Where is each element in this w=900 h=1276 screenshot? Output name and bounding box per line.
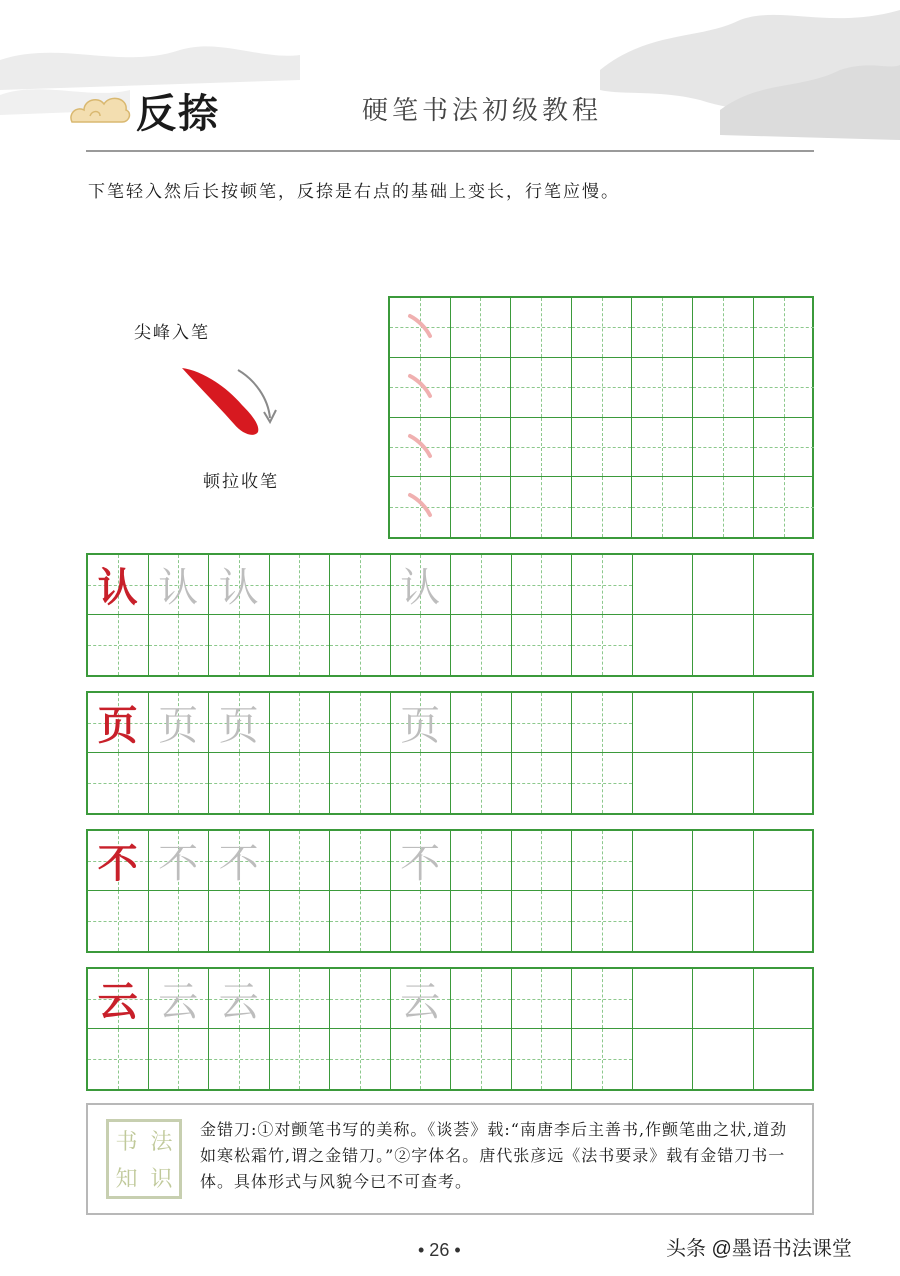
grid-cell[interactable] [209, 555, 270, 615]
grid-cell[interactable] [390, 298, 451, 358]
grid-cell[interactable] [754, 969, 815, 1029]
page-number: • 26 • [418, 1240, 461, 1260]
seal-char: 书 [115, 1130, 138, 1155]
grid-cell[interactable] [754, 753, 815, 813]
grid-cell[interactable] [149, 693, 210, 753]
grid-cell[interactable] [512, 969, 573, 1029]
grid-cell[interactable] [270, 969, 331, 1029]
grid-cell[interactable] [572, 831, 633, 891]
grid-cell[interactable] [572, 358, 633, 418]
seal-char: 法 [150, 1130, 173, 1155]
stroke-trace-icon [406, 372, 436, 402]
page-title: 反捺 [136, 90, 220, 137]
grid-cell[interactable] [270, 1029, 331, 1089]
grid-cell[interactable] [149, 753, 210, 813]
grid-cell[interactable] [451, 358, 512, 418]
grid-cell[interactable] [693, 1029, 754, 1089]
stroke-trace-icon [406, 491, 436, 521]
grid-cell[interactable] [572, 1029, 633, 1089]
grid-cell[interactable] [149, 615, 210, 675]
knowledge-seal [106, 1119, 182, 1199]
seal-char: 识 [150, 1167, 173, 1192]
grid-cell[interactable] [633, 969, 694, 1029]
grid-cell[interactable] [451, 418, 512, 478]
grid-cell[interactable] [632, 477, 693, 537]
character-grid [86, 829, 814, 953]
grid-cell[interactable] [88, 615, 149, 675]
calligraphy-knowledge-box [86, 1103, 814, 1215]
grid-cell[interactable] [88, 891, 149, 951]
grid-cell[interactable] [391, 1029, 452, 1089]
grid-cell[interactable] [209, 753, 270, 813]
stroke-trace-icon [406, 312, 436, 342]
grid-cell[interactable] [88, 555, 149, 615]
grid-cell[interactable] [88, 831, 149, 891]
grid-cell[interactable] [754, 418, 815, 478]
grid-cell[interactable] [512, 753, 573, 813]
model-character: 认 [97, 564, 138, 611]
model-character: 云 [97, 978, 138, 1025]
grid-cell[interactable] [330, 693, 391, 753]
knowledge-text: 金错刀:①对颤笔书写的美称。《谈荟》载:“南唐李后主善书,作颤笔曲之状,道劲如寒松霜竹,谓之金错刀。”②字体名。唐代张彦远《法书要录》载有金错刀书一体。具体形式与风貌今已不可查考。 [200, 1120, 788, 1191]
grid-cell[interactable] [270, 693, 331, 753]
character-grid [86, 691, 814, 815]
grid-cell[interactable] [693, 891, 754, 951]
grid-cell[interactable] [693, 693, 754, 753]
grid-cell[interactable] [330, 1029, 391, 1089]
grid-cell[interactable] [511, 298, 572, 358]
grid-cell[interactable] [633, 891, 694, 951]
stroke-exit-label: 顿拉收笔 [203, 472, 279, 492]
trace-character: 不 [158, 841, 199, 887]
grid-cell[interactable] [391, 615, 452, 675]
grid-cell[interactable] [512, 831, 573, 891]
grid-cell[interactable] [754, 1029, 815, 1089]
grid-cell[interactable] [209, 831, 270, 891]
stroke-trace-icon [406, 432, 436, 462]
grid-cell[interactable] [391, 891, 452, 951]
grid-cell[interactable] [633, 555, 694, 615]
grid-cell[interactable] [391, 693, 452, 753]
grid-cell[interactable] [693, 831, 754, 891]
grid-cell[interactable] [693, 477, 754, 537]
grid-cell[interactable] [632, 358, 693, 418]
grid-cell[interactable] [88, 1029, 149, 1089]
grid-cell[interactable] [512, 1029, 573, 1089]
grid-cell[interactable] [451, 831, 512, 891]
grid-cell[interactable] [330, 753, 391, 813]
grid-cell[interactable] [149, 969, 210, 1029]
grid-cell[interactable] [149, 1029, 210, 1089]
grid-cell[interactable] [754, 891, 815, 951]
grid-cell[interactable] [511, 418, 572, 478]
grid-cell[interactable] [149, 555, 210, 615]
grid-cell[interactable] [270, 555, 331, 615]
grid-cell[interactable] [633, 1029, 694, 1089]
grid-cell[interactable] [572, 969, 633, 1029]
grid-cell[interactable] [693, 753, 754, 813]
grid-cell[interactable] [754, 298, 815, 358]
grid-cell[interactable] [693, 615, 754, 675]
intro-text: 下笔轻入然后长按顿笔，反捺是右点的基础上变长，行笔应慢。 [88, 182, 620, 202]
grid-cell[interactable] [209, 693, 270, 753]
character-grid [86, 967, 814, 1091]
grid-cell[interactable] [390, 358, 451, 418]
grid-cell[interactable] [451, 969, 512, 1029]
auspicious-cloud-icon [68, 92, 132, 126]
grid-cell[interactable] [693, 358, 754, 418]
grid-cell[interactable] [330, 969, 391, 1029]
grid-cell[interactable] [270, 891, 331, 951]
grid-cell[interactable] [633, 753, 694, 813]
trace-character: 不 [218, 841, 259, 887]
grid-cell[interactable] [451, 555, 512, 615]
grid-cell[interactable] [270, 753, 331, 813]
grid-cell[interactable] [451, 615, 512, 675]
grid-cell[interactable] [451, 298, 512, 358]
grid-cell[interactable] [391, 555, 452, 615]
model-character: 不 [97, 840, 138, 887]
grid-cell[interactable] [754, 358, 815, 418]
grid-cell[interactable] [390, 477, 451, 537]
grid-cell[interactable] [512, 693, 573, 753]
grid-cell[interactable] [209, 969, 270, 1029]
grid-cell[interactable] [270, 615, 331, 675]
grid-cell[interactable] [632, 418, 693, 478]
grid-cell[interactable] [391, 969, 452, 1029]
grid-cell[interactable] [572, 693, 633, 753]
stroke-practice-grid [388, 296, 814, 539]
model-character: 页 [97, 702, 138, 749]
grid-cell[interactable] [88, 969, 149, 1029]
grid-cell[interactable] [391, 831, 452, 891]
grid-cell[interactable] [572, 891, 633, 951]
grid-cell[interactable] [693, 418, 754, 478]
trace-character: 认 [400, 565, 441, 611]
grid-cell[interactable] [270, 831, 331, 891]
grid-cell[interactable] [330, 891, 391, 951]
page-header [0, 70, 900, 150]
seal-char: 知 [115, 1167, 138, 1192]
grid-cell[interactable] [451, 1029, 512, 1089]
grid-cell[interactable] [572, 477, 633, 537]
grid-cell[interactable] [754, 693, 815, 753]
grid-cell[interactable] [754, 555, 815, 615]
character-grid [86, 553, 814, 677]
grid-cell[interactable] [633, 615, 694, 675]
grid-cell[interactable] [391, 753, 452, 813]
grid-cell[interactable] [572, 555, 633, 615]
grid-cell[interactable] [511, 358, 572, 418]
grid-cell[interactable] [511, 477, 572, 537]
grid-cell[interactable] [572, 298, 633, 358]
trace-character: 页 [158, 703, 199, 749]
grid-cell[interactable] [572, 418, 633, 478]
grid-cell[interactable] [632, 298, 693, 358]
grid-cell[interactable] [209, 1029, 270, 1089]
trace-character: 云 [400, 979, 441, 1025]
grid-cell[interactable] [88, 753, 149, 813]
grid-cell[interactable] [512, 615, 573, 675]
grid-cell[interactable] [330, 555, 391, 615]
grid-cell[interactable] [451, 891, 512, 951]
header-divider [86, 150, 814, 152]
grid-cell[interactable] [754, 615, 815, 675]
grid-cell[interactable] [451, 477, 512, 537]
grid-cell[interactable] [693, 555, 754, 615]
grid-cell[interactable] [451, 753, 512, 813]
grid-cell[interactable] [512, 891, 573, 951]
trace-character: 认 [158, 565, 199, 611]
grid-cell[interactable] [572, 753, 633, 813]
trace-character: 云 [218, 979, 259, 1025]
grid-cell[interactable] [633, 831, 694, 891]
grid-cell[interactable] [572, 615, 633, 675]
grid-cell[interactable] [754, 831, 815, 891]
trace-character: 页 [400, 703, 441, 749]
grid-cell[interactable] [330, 831, 391, 891]
grid-cell[interactable] [149, 831, 210, 891]
trace-character: 不 [400, 841, 441, 887]
grid-cell[interactable] [754, 477, 815, 537]
grid-cell[interactable] [390, 418, 451, 478]
grid-cell[interactable] [88, 693, 149, 753]
grid-cell[interactable] [633, 693, 694, 753]
grid-cell[interactable] [693, 969, 754, 1029]
grid-cell[interactable] [512, 555, 573, 615]
trace-character: 页 [218, 703, 259, 749]
grid-cell[interactable] [330, 615, 391, 675]
trace-character: 云 [158, 979, 199, 1025]
grid-cell[interactable] [209, 891, 270, 951]
grid-cell[interactable] [149, 891, 210, 951]
grid-cell[interactable] [209, 615, 270, 675]
stroke-entry-label: 尖峰入笔 [134, 323, 210, 343]
trace-character: 认 [218, 565, 259, 611]
grid-cell[interactable] [451, 693, 512, 753]
source-watermark: 头条 @墨语书法课堂 [666, 1238, 852, 1260]
grid-cell[interactable] [693, 298, 754, 358]
book-subtitle: 硬笔书法初级教程 [362, 96, 603, 126]
